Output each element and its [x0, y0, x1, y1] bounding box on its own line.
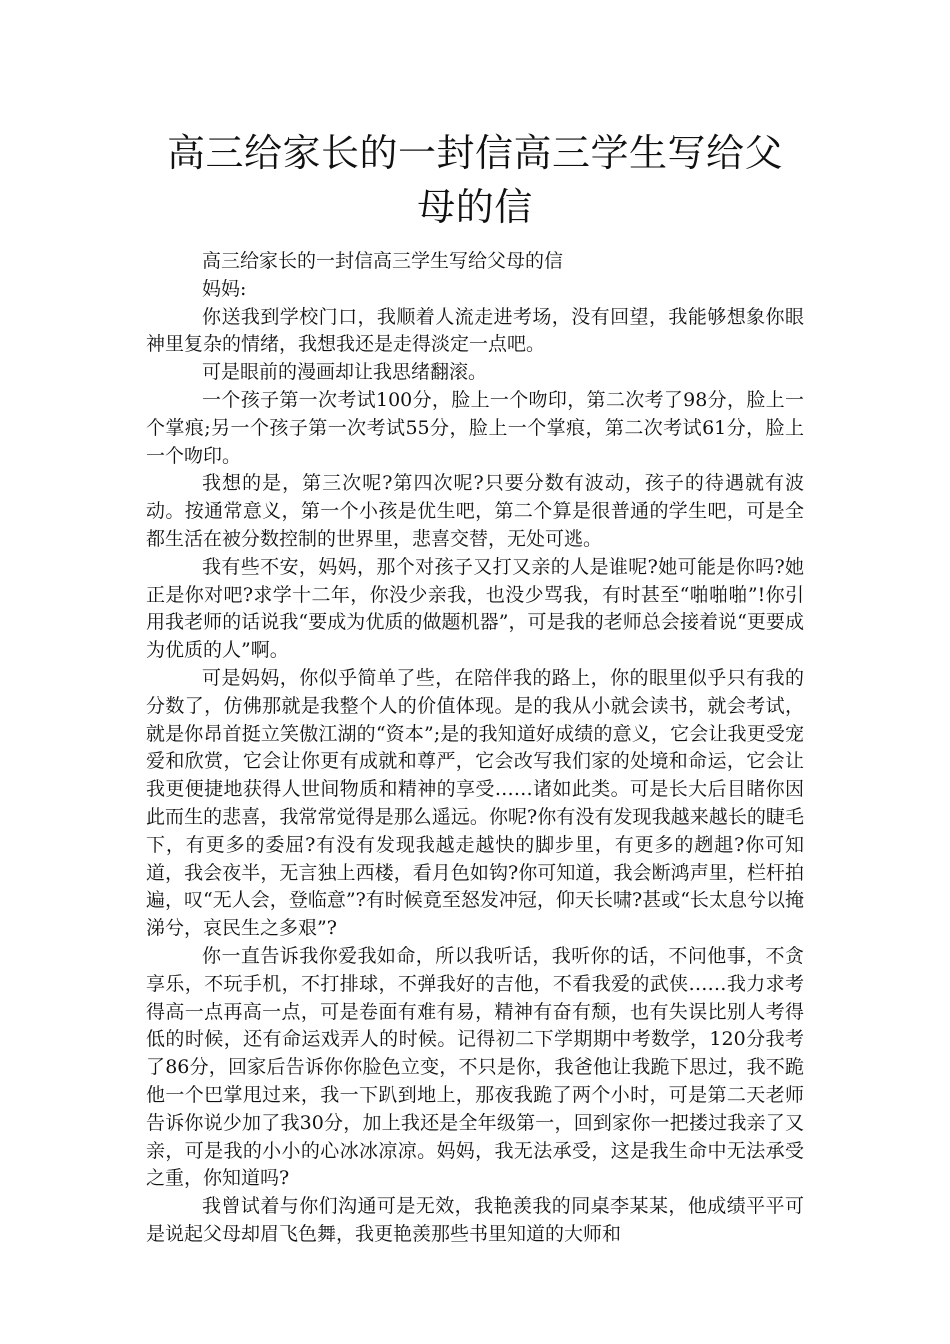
document-paragraph: 你一直告诉我你爱我如命，所以我听话，我听你的话，不问他事，不贪享乐，不玩手机，不打排球，不弹我好的吉他，不看我爱的武侠……我力求考得高一点再高一点，可是卷面有难有易，精神有奋有颓，也有失误比别人考得低的时候，还有命运戏弄人的时候。记得初二下学期期中考数学，120分我考了86分，回家后告诉你你脸色立变，不只是你，我爸他让我跪下思过，我不跪他一个巴掌甩过来，我一下趴到地上，那夜我跪了两个小时，可是第二天老师告诉你说少加了我30分，加上我还是全年级第一，回到家你一把搂过我亲了又亲，可是我的小小的心冰冰凉凉。妈妈，我无法承受，这是我生命中无法承受之重，你知道吗?	[146, 944, 804, 1190]
document-paragraph: 高三给家长的一封信高三学生写给父母的信	[202, 250, 564, 272]
document-title: 高三给家长的一封信高三学生写给父母的信	[166, 131, 783, 229]
document-paragraph: 可是眼前的漫画却让我思绪翻滚。	[202, 361, 488, 384]
document-paragraph: 我曾试着与你们沟通可是无效，我艳羡我的同桌李某某，他成绩平平可是说起父母却眉飞色舞，我更艳羡那些书里知道的大师和	[146, 1195, 804, 1245]
document-paragraph: 我有些不安，妈妈，那个对孩子又打又亲的人是谁呢?她可能是你吗?她正是你对吧?求学十二年，你没少亲我，也没少骂我，有时甚至“啪啪啪”!你引用我老师的话说我“要成为优质的做题机器”，可是我的老师总会接着说“更要成为优质的人”啊。	[146, 555, 804, 662]
document-paragraph: 我想的是，第三次呢?第四次呢?只要分数有波动，孩子的待遇就有波动。按通常意义，第一个小孩是优生吧，第二个算是很普通的学生吧，可是全都生活在被分数控制的世界里，悲喜交替，无处可逃。	[146, 472, 804, 550]
document-paragraph: 一个孩子第一次考试100分，脸上一个吻印，第二次考了98分，脸上一个掌痕;另一个孩子第一次考试55分，脸上一个掌痕，第二次考试61分，脸上一个吻印。	[146, 388, 804, 467]
salutation: 妈妈:	[202, 277, 247, 300]
document-paragraph: 可是妈妈，你似乎简单了些，在陪伴我的路上，你的眼里似乎只有我的分数了，仿佛那就是我整个人的价值体现。是的我从小就会读书，就会考试，就是你昂首挺立笑傲江湖的“资本”;是的我知道好成绩的意义，它会让我更受宠爱和欣赏，它会让你更有成就和尊严，它会改写我们家的处境和命运，它会让我更便捷地获得人世间物质和精神的享受……诸如此类。可是长大后目睹你因此而生的悲喜，我常常觉得是那么遥远。你呢?你有没有发现我越来越长的睫毛下，有更多的委屈?有没有发现我越走越快的脚步里，有更多的趔趄?你可知道，我会夜半，无言独上西楼，看月色如钩?你可知道，我会断鸿声里，栏杆拍遍，叹“无人会，登临意”?有时候竟至怒发冲冠，仰天长啸?甚或“长太息兮以掩涕兮，哀民生之多艰”?	[146, 666, 804, 940]
document-paragraph: 你送我到学校门口，我顺着人流走进考场，没有回望，我能够想象你眼神里复杂的情绪，我想我还是走得淡定一点吧。	[146, 305, 804, 356]
document-body	[146, 248, 804, 1249]
